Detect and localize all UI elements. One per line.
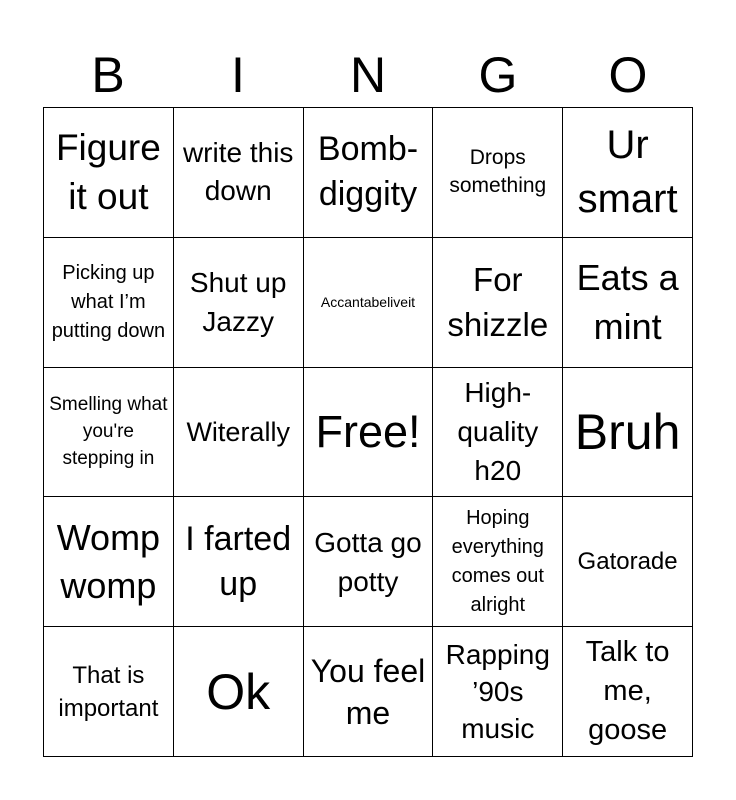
bingo-cell[interactable] — [433, 627, 563, 757]
header-letter-n: N — [349, 47, 387, 103]
header-letter-i: I — [231, 47, 245, 103]
header-letter-b: B — [91, 47, 125, 103]
cell-text: Drops something — [449, 146, 547, 198]
bingo-cell[interactable] — [433, 108, 563, 238]
cell-text: Ur smart — [577, 123, 678, 222]
bingo-cell[interactable] — [563, 497, 693, 627]
bingo-cell[interactable] — [44, 108, 174, 238]
cell-text: Smelling what you're stepping in — [49, 394, 168, 470]
bingo-cell[interactable] — [563, 108, 693, 238]
free-space-cell[interactable] — [304, 368, 434, 498]
cell-text: Gatorade — [577, 547, 678, 575]
cell-text: For shizzle — [447, 261, 549, 344]
cell-text: That is important — [58, 661, 159, 722]
cell-text: Gotta go potty — [314, 526, 422, 597]
bingo-cell[interactable] — [563, 368, 693, 498]
free-space-text: Free! — [315, 405, 421, 457]
bingo-header — [43, 44, 693, 106]
cell-text: High-quality h20 — [457, 377, 539, 487]
bingo-cell[interactable] — [44, 368, 174, 498]
bingo-cell[interactable] — [304, 627, 434, 757]
cell-text: Talk to me, goose — [585, 636, 670, 747]
cell-text: Eats a mint — [576, 257, 679, 348]
cell-text: Figure it out — [55, 127, 161, 218]
cell-text: Ok — [206, 663, 271, 720]
bingo-cell[interactable] — [44, 497, 174, 627]
bingo-cell[interactable] — [433, 238, 563, 368]
cell-text: Womp womp — [56, 516, 161, 606]
cell-text: Bomb-diggity — [317, 130, 419, 214]
cell-text: Hoping everything comes out alright — [451, 506, 544, 616]
bingo-cell[interactable] — [44, 627, 174, 757]
bingo-cell[interactable] — [174, 238, 304, 368]
bingo-cell[interactable] — [174, 627, 304, 757]
bingo-cell[interactable] — [563, 627, 693, 757]
bingo-cell[interactable] — [304, 497, 434, 627]
bingo-cell[interactable] — [174, 368, 304, 498]
cell-text: You feel me — [310, 652, 426, 731]
cell-text: I farted up — [185, 519, 292, 603]
cell-text: Shut up Jazzy — [189, 267, 287, 338]
cell-text: Rapping ’90s music — [445, 639, 550, 745]
bingo-cell[interactable] — [304, 108, 434, 238]
cell-text: Witerally — [186, 416, 290, 447]
cell-text: Picking up what I’m putting down — [51, 261, 166, 342]
bingo-grid — [43, 107, 693, 757]
bingo-cell[interactable] — [433, 368, 563, 498]
bingo-cell[interactable] — [433, 497, 563, 627]
bingo-cell[interactable] — [174, 497, 304, 627]
header-letter-o: O — [608, 47, 648, 103]
cell-text: Bruh — [574, 403, 681, 460]
cell-text: write this down — [182, 137, 294, 207]
bingo-cell[interactable] — [44, 238, 174, 368]
bingo-cell[interactable] — [563, 238, 693, 368]
bingo-cell[interactable] — [174, 108, 304, 238]
header-letter-g: G — [478, 47, 518, 103]
bingo-cell[interactable] — [304, 238, 434, 368]
cell-text: Accantabeliveit — [320, 294, 416, 311]
